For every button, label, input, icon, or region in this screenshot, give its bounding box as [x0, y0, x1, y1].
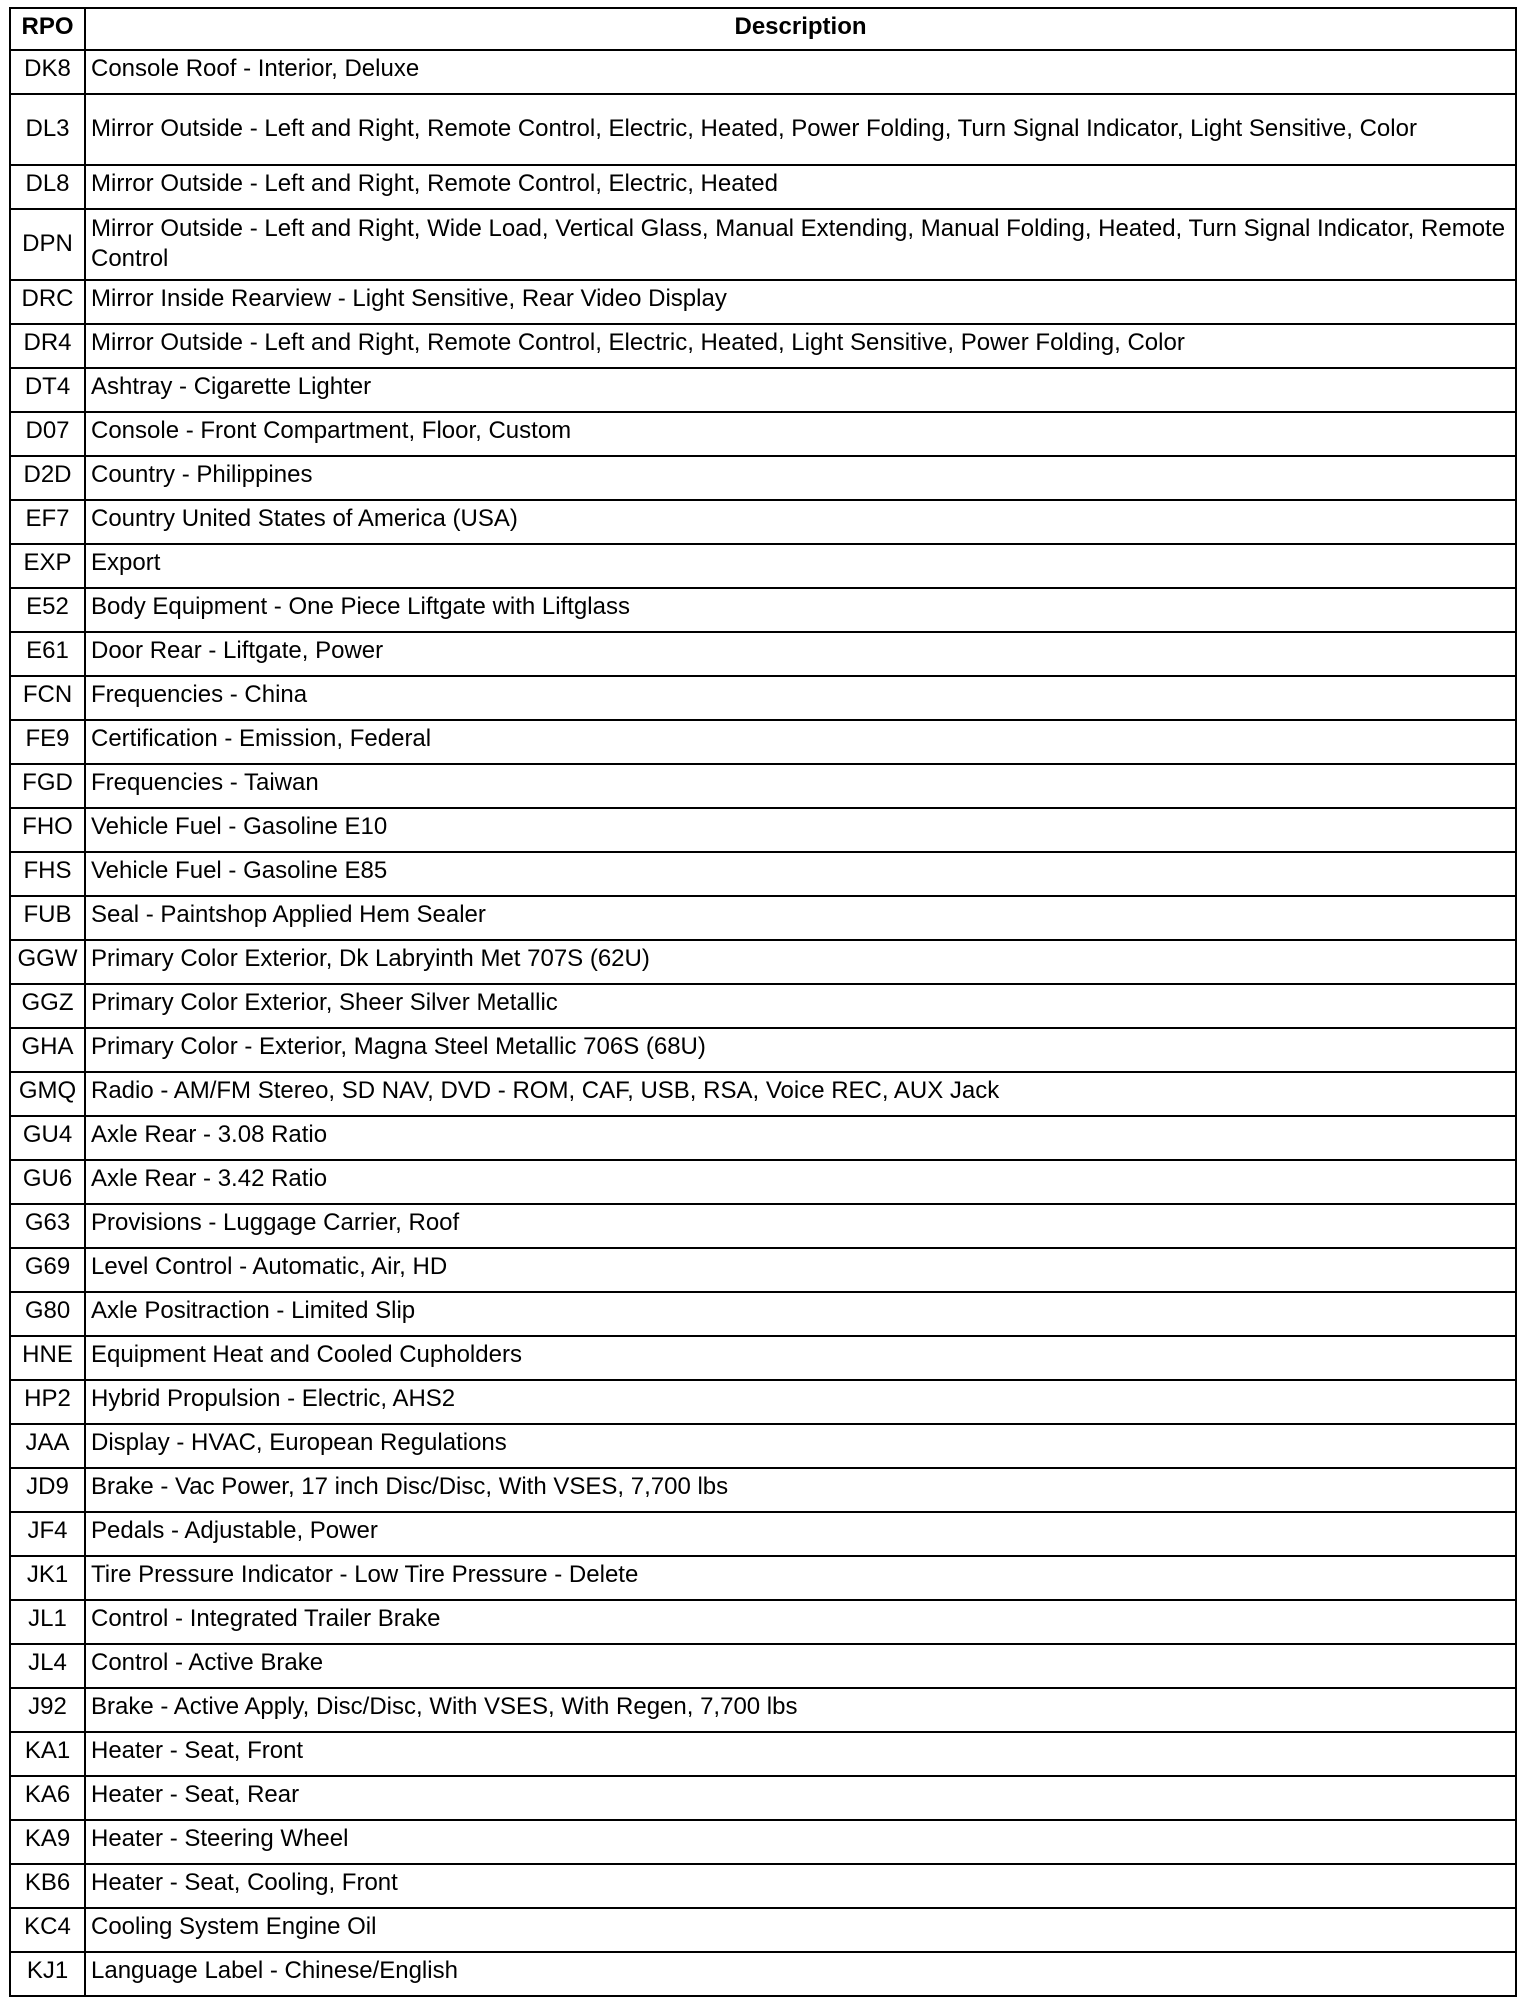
description-cell: Seal - Paintshop Applied Hem Sealer — [85, 896, 1516, 940]
rpo-code-cell: JK1 — [10, 1556, 85, 1600]
rpo-code-cell: KA6 — [10, 1776, 85, 1820]
description-cell: Door Rear - Liftgate, Power — [85, 632, 1516, 676]
description-cell: Export — [85, 544, 1516, 588]
description-cell: Primary Color Exterior, Dk Labryinth Met 707S (62U) — [85, 940, 1516, 984]
description-cell: Level Control - Automatic, Air, HD — [85, 1248, 1516, 1292]
rpo-code-cell: HP2 — [10, 1380, 85, 1424]
rpo-code-cell: EXP — [10, 544, 85, 588]
rpo-code-cell: DR4 — [10, 324, 85, 368]
description-column-header: Description — [85, 8, 1516, 50]
table-row — [10, 1380, 1516, 1424]
rpo-code-cell: HNE — [10, 1336, 85, 1380]
description-cell: Tire Pressure Indicator - Low Tire Pressure - Delete — [85, 1556, 1516, 1600]
table-row — [10, 588, 1516, 632]
rpo-code-cell: DT4 — [10, 368, 85, 412]
rpo-code-cell: FUB — [10, 896, 85, 940]
table-row — [10, 896, 1516, 940]
description-cell: Radio - AM/FM Stereo, SD NAV, DVD - ROM, CAF, USB, RSA, Voice REC, AUX Jack — [85, 1072, 1516, 1116]
description-cell: Country - Philippines — [85, 456, 1516, 500]
rpo-code-cell: FE9 — [10, 720, 85, 764]
rpo-code-cell: KJ1 — [10, 1952, 85, 1996]
table-body — [10, 50, 1516, 1996]
table-row — [10, 720, 1516, 764]
table-row — [10, 544, 1516, 588]
description-cell: Mirror Outside - Left and Right, Remote Control, Electric, Heated, Power Folding, Turn Signal Indicator, Light Sensitive, Color — [85, 94, 1516, 165]
rpo-code-cell: D2D — [10, 456, 85, 500]
rpo-code-cell: JL1 — [10, 1600, 85, 1644]
description-cell: Console Roof - Interior, Deluxe — [85, 50, 1516, 94]
table-row — [10, 1732, 1516, 1776]
table-row — [10, 852, 1516, 896]
description-cell: Hybrid Propulsion - Electric, AHS2 — [85, 1380, 1516, 1424]
table-row — [10, 368, 1516, 412]
rpo-code-cell: GHA — [10, 1028, 85, 1072]
description-cell: Vehicle Fuel - Gasoline E10 — [85, 808, 1516, 852]
table-row — [10, 632, 1516, 676]
rpo-code-cell: GGW — [10, 940, 85, 984]
table-row — [10, 500, 1516, 544]
rpo-code-cell: JD9 — [10, 1468, 85, 1512]
rpo-code-cell: G80 — [10, 1292, 85, 1336]
table-row — [10, 1468, 1516, 1512]
rpo-code-cell: J92 — [10, 1688, 85, 1732]
table-row — [10, 94, 1516, 165]
rpo-table — [9, 7, 1517, 1997]
description-cell: Control - Integrated Trailer Brake — [85, 1600, 1516, 1644]
description-cell: Heater - Steering Wheel — [85, 1820, 1516, 1864]
table-row — [10, 1820, 1516, 1864]
rpo-code-cell: FHS — [10, 852, 85, 896]
table-row — [10, 456, 1516, 500]
rpo-code-cell: E52 — [10, 588, 85, 632]
rpo-code-cell: JAA — [10, 1424, 85, 1468]
description-cell: Heater - Seat, Rear — [85, 1776, 1516, 1820]
rpo-code-cell: JL4 — [10, 1644, 85, 1688]
table-header-row — [10, 8, 1516, 50]
rpo-code-cell: GU6 — [10, 1160, 85, 1204]
rpo-code-cell: KA1 — [10, 1732, 85, 1776]
rpo-code-cell: DK8 — [10, 50, 85, 94]
rpo-code-cell: EF7 — [10, 500, 85, 544]
description-cell: Frequencies - China — [85, 676, 1516, 720]
table-row — [10, 412, 1516, 456]
description-cell: Heater - Seat, Front — [85, 1732, 1516, 1776]
table-row — [10, 280, 1516, 324]
table-row — [10, 1688, 1516, 1732]
rpo-code-cell: FGD — [10, 764, 85, 808]
table-row — [10, 940, 1516, 984]
table-row — [10, 1556, 1516, 1600]
description-cell: Primary Color - Exterior, Magna Steel Metallic 706S (68U) — [85, 1028, 1516, 1072]
table-row — [10, 1776, 1516, 1820]
rpo-code-cell: GMQ — [10, 1072, 85, 1116]
table-row — [10, 324, 1516, 368]
table-row — [10, 165, 1516, 209]
table-row — [10, 1600, 1516, 1644]
table-row — [10, 1292, 1516, 1336]
table-row — [10, 1908, 1516, 1952]
rpo-code-cell: FHO — [10, 808, 85, 852]
description-cell: Axle Rear - 3.42 Ratio — [85, 1160, 1516, 1204]
description-cell: Country United States of America (USA) — [85, 500, 1516, 544]
rpo-code-cell: DL8 — [10, 165, 85, 209]
description-cell: Frequencies - Taiwan — [85, 764, 1516, 808]
description-cell: Vehicle Fuel - Gasoline E85 — [85, 852, 1516, 896]
rpo-code-cell: DL3 — [10, 94, 85, 165]
description-cell: Display - HVAC, European Regulations — [85, 1424, 1516, 1468]
rpo-code-cell: GU4 — [10, 1116, 85, 1160]
rpo-code-cell: GGZ — [10, 984, 85, 1028]
table-row — [10, 1864, 1516, 1908]
description-cell: Heater - Seat, Cooling, Front — [85, 1864, 1516, 1908]
table-row — [10, 50, 1516, 94]
description-cell: Mirror Outside - Left and Right, Remote Control, Electric, Heated — [85, 165, 1516, 209]
rpo-code-cell: G63 — [10, 1204, 85, 1248]
table-row — [10, 808, 1516, 852]
table-row — [10, 1644, 1516, 1688]
description-cell: Mirror Inside Rearview - Light Sensitive, Rear Video Display — [85, 280, 1516, 324]
description-cell: Primary Color Exterior, Sheer Silver Metallic — [85, 984, 1516, 1028]
description-cell: Brake - Vac Power, 17 inch Disc/Disc, With VSES, 7,700 lbs — [85, 1468, 1516, 1512]
table-row — [10, 1072, 1516, 1116]
rpo-code-cell: JF4 — [10, 1512, 85, 1556]
description-cell: Ashtray - Cigarette Lighter — [85, 368, 1516, 412]
rpo-code-cell: DPN — [10, 209, 85, 280]
description-cell: Certification - Emission, Federal — [85, 720, 1516, 764]
rpo-column-header: RPO — [10, 8, 85, 50]
rpo-code-cell: DRC — [10, 280, 85, 324]
rpo-code-cell: D07 — [10, 412, 85, 456]
description-cell: Cooling System Engine Oil — [85, 1908, 1516, 1952]
rpo-code-cell: E61 — [10, 632, 85, 676]
description-cell: Language Label - Chinese/English — [85, 1952, 1516, 1996]
table-row — [10, 1512, 1516, 1556]
table-row — [10, 676, 1516, 720]
table-row — [10, 1204, 1516, 1248]
table-row — [10, 1248, 1516, 1292]
description-cell: Pedals - Adjustable, Power — [85, 1512, 1516, 1556]
table-row — [10, 1424, 1516, 1468]
description-cell: Axle Rear - 3.08 Ratio — [85, 1116, 1516, 1160]
description-cell: Axle Positraction - Limited Slip — [85, 1292, 1516, 1336]
description-cell: Console - Front Compartment, Floor, Custom — [85, 412, 1516, 456]
table-row — [10, 984, 1516, 1028]
rpo-code-cell: FCN — [10, 676, 85, 720]
description-cell: Provisions - Luggage Carrier, Roof — [85, 1204, 1516, 1248]
table-row — [10, 764, 1516, 808]
table-row — [10, 1160, 1516, 1204]
description-cell: Body Equipment - One Piece Liftgate with Liftglass — [85, 588, 1516, 632]
rpo-code-cell: G69 — [10, 1248, 85, 1292]
rpo-code-cell: KC4 — [10, 1908, 85, 1952]
rpo-code-cell: KA9 — [10, 1820, 85, 1864]
description-cell: Mirror Outside - Left and Right, Remote Control, Electric, Heated, Light Sensitive, Power Folding, Color — [85, 324, 1516, 368]
table-row — [10, 1336, 1516, 1380]
table-row — [10, 1116, 1516, 1160]
description-cell: Brake - Active Apply, Disc/Disc, With VSES, With Regen, 7,700 lbs — [85, 1688, 1516, 1732]
table-row — [10, 1028, 1516, 1072]
description-cell: Control - Active Brake — [85, 1644, 1516, 1688]
table-row — [10, 209, 1516, 280]
table-row — [10, 1952, 1516, 1996]
rpo-code-cell: KB6 — [10, 1864, 85, 1908]
description-cell: Equipment Heat and Cooled Cupholders — [85, 1336, 1516, 1380]
description-cell: Mirror Outside - Left and Right, Wide Load, Vertical Glass, Manual Extending, Manual Folding, Heated, Turn Signal Indicator, Remote Control — [85, 209, 1516, 280]
